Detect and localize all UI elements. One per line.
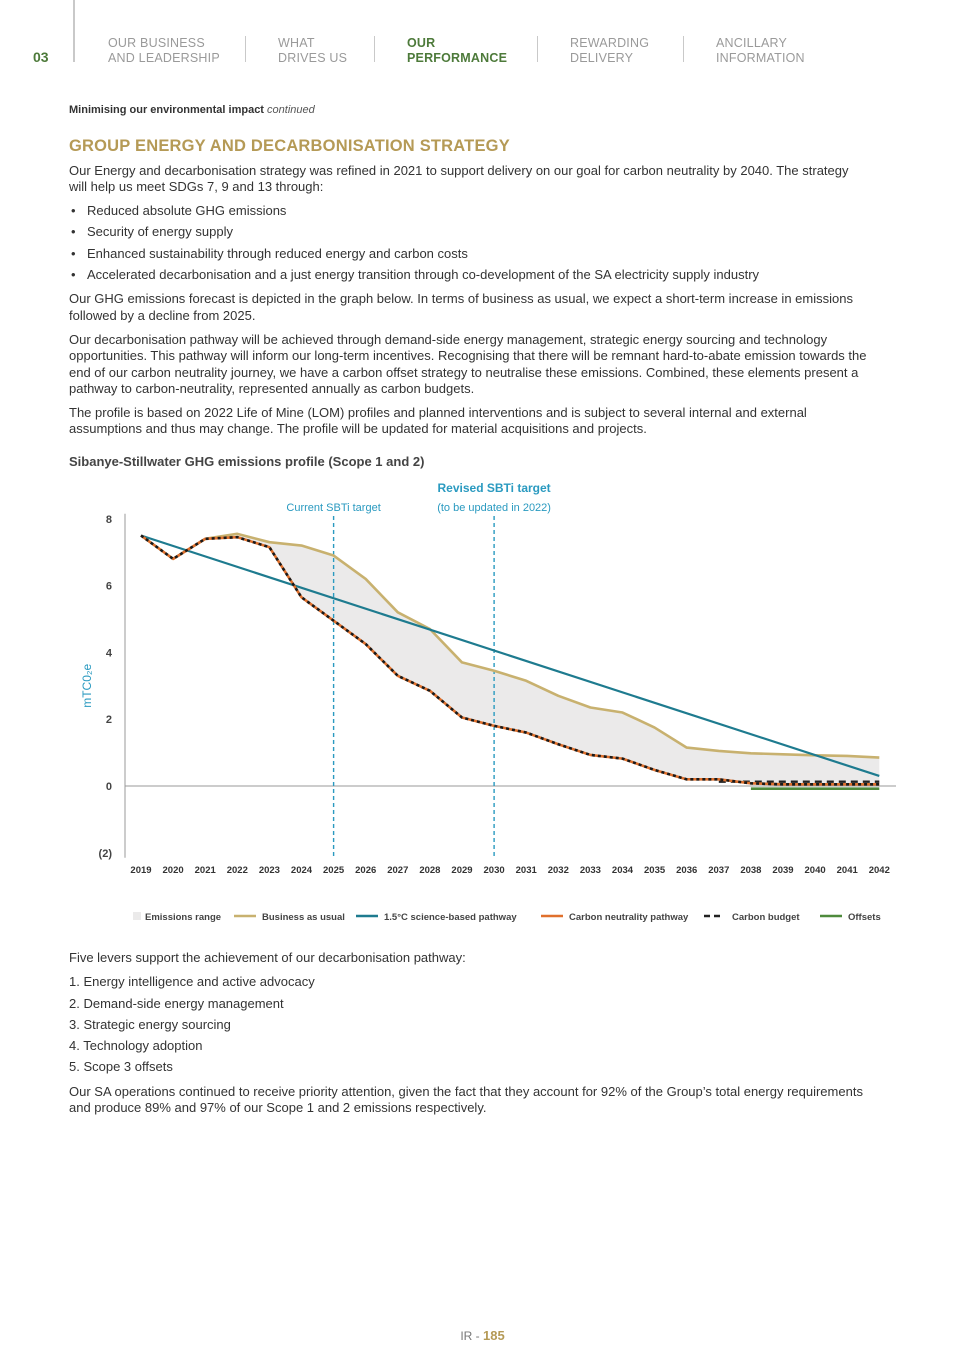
list-item: 4. Technology adoption xyxy=(69,1038,203,1054)
nav-what-drives-us[interactable] xyxy=(278,36,347,66)
x-tick-label: 2037 xyxy=(708,865,730,876)
eyebrow-continued: continued xyxy=(267,104,315,116)
y-tick-label: 2 xyxy=(105,714,112,727)
chart-heading: Sibanye-Stillwater GHG emissions profile (Scope 1 and 2) xyxy=(69,453,425,469)
nav-rewarding-delivery[interactable] xyxy=(570,36,649,66)
page-footer xyxy=(0,1328,965,1343)
list-item: • Security of energy supply xyxy=(69,224,869,240)
nav-label-line2: DELIVERY xyxy=(570,51,634,65)
x-tick-label: 2039 xyxy=(772,865,794,876)
ghg-emissions-chart xyxy=(0,470,965,940)
paragraph-forecast: Our GHG emissions forecast is depicted in the graph below. In terms of business as usual, we expect a short-term increase in emissions followed by a decline from 2025. xyxy=(69,291,853,323)
y-tick-label: (2) xyxy=(98,847,112,860)
x-tick-label: 2025 xyxy=(323,865,345,876)
x-tick-label: 2030 xyxy=(483,865,505,876)
x-tick-label: 2027 xyxy=(387,865,409,876)
carbon-neutrality-pathway-line xyxy=(141,536,879,785)
x-tick-label: 2042 xyxy=(868,865,890,876)
nav-separator xyxy=(245,36,246,62)
x-tick-label: 2040 xyxy=(804,865,826,876)
section-nav xyxy=(0,36,965,70)
list-item: 5. Scope 3 offsets xyxy=(69,1059,173,1075)
nav-label-line2: DRIVES US xyxy=(278,51,348,65)
nav-label-line1: ANCILLARY xyxy=(716,36,788,50)
x-tick-label: 2020 xyxy=(162,865,184,876)
x-tick-label: 2033 xyxy=(579,865,601,876)
legend-label: Offsets xyxy=(848,912,881,923)
nav-ancillary-information[interactable] xyxy=(716,36,805,66)
nav-separator xyxy=(374,36,375,62)
legend-label: Emissions range xyxy=(145,912,222,923)
eyebrow-title: Minimising our environmental impact xyxy=(69,104,264,116)
chapter-number: 03 xyxy=(33,49,49,65)
paragraph-pathway: Our decarbonisation pathway will be achieved through demand-side energy management, strategic energy sourcing and technology opportunities. This pathway will inform our long-term incentives. Recognising that there will be remnant hard-to-abate emission towards the end of our carbon neutrality journey, we have a carbon offset strategy to neutralise these emissions. Combined, these elements present a pathway to carbon-neutrality, represented annually as carbon budgets. xyxy=(69,331,867,396)
x-tick-label: 2035 xyxy=(644,865,666,876)
list-item: 3. Strategic energy sourcing xyxy=(69,1016,231,1032)
nav-label-line2: AND LEADERSHIP xyxy=(108,51,220,65)
x-tick-label: 2031 xyxy=(515,865,537,876)
levers-section xyxy=(69,950,869,1124)
sbti-target-label: Revised SBTi target xyxy=(437,481,551,495)
section-eyebrow xyxy=(69,102,869,118)
main-content xyxy=(69,102,869,470)
intro-paragraph: Our Energy and decarbonisation strategy was refined in 2021 to support delivery on our goal for carbon neutrality by 2040. The strategy will help us meet SDGs 7, 9 and 13 through: xyxy=(69,162,849,194)
nav-separator xyxy=(537,36,538,62)
nav-label-line1: REWARDING xyxy=(570,36,650,50)
strategy-bullets xyxy=(69,203,869,283)
footer-prefix: IR - xyxy=(460,1329,483,1343)
list-item: • Enhanced sustainability through reduced energy and carbon costs xyxy=(69,246,869,262)
x-tick-label: 2028 xyxy=(419,865,441,876)
nav-our-business[interactable] xyxy=(108,36,220,66)
x-tick-label: 2036 xyxy=(676,865,698,876)
x-tick-label: 2038 xyxy=(740,865,762,876)
levers-intro: Five levers support the achievement of our decarbonisation pathway: xyxy=(69,950,466,965)
x-tick-label: 2029 xyxy=(451,865,473,876)
legend-label: 1.5°C science-based pathway xyxy=(384,912,517,923)
nav-label-line2: PERFORMANCE xyxy=(407,51,508,65)
section-title: GROUP ENERGY AND DECARBONISATION STRATEGY xyxy=(69,137,510,156)
nav-separator xyxy=(683,36,684,62)
nav-label-line1: WHAT xyxy=(278,36,315,50)
paragraph-profile: The profile is based on 2022 Life of Mine (LOM) profiles and planned interventions and is subject to several internal and external assumptions and thus may change. The profile will be updated for material acquisitions and projects. xyxy=(69,405,807,437)
nav-label-line1: OUR xyxy=(407,36,436,50)
nav-label-line2: INFORMATION xyxy=(716,51,805,65)
legend-label: Carbon budget xyxy=(732,912,800,923)
y-tick-label: 4 xyxy=(105,647,112,660)
nav-label-line1: OUR BUSINESS xyxy=(108,36,205,50)
legend-label: Carbon neutrality pathway xyxy=(569,912,689,923)
list-item: • Accelerated decarbonisation and a just energy transition through co-development of the SA electricity supply industry xyxy=(69,267,869,283)
x-tick-label: 2023 xyxy=(258,865,280,876)
x-tick-label: 2041 xyxy=(836,865,858,876)
x-tick-label: 2032 xyxy=(547,865,569,876)
legend-label: Business as usual xyxy=(262,912,345,923)
page-number: 185 xyxy=(482,1328,505,1343)
sbti-target-label: Current SBTi target xyxy=(286,502,381,514)
y-tick-label: 8 xyxy=(105,513,112,526)
sbti-target-sublabel: (to be updated in 2022) xyxy=(437,502,551,514)
science-based-pathway-line xyxy=(141,536,879,776)
x-tick-label: 2022 xyxy=(226,865,248,876)
levers-list xyxy=(69,974,869,1075)
closing-paragraph: Our SA operations continued to receive priority attention, given the fact that they account for 92% of the Group’s total energy requirements and produce 89% and 97% of our Scope 1 and 2 emissions respectively. xyxy=(69,1083,863,1116)
legend-swatch-emissions-range xyxy=(133,912,141,920)
x-tick-label: 2026 xyxy=(355,865,377,876)
nav-our-performance[interactable] xyxy=(407,36,507,66)
list-item: 1. Energy intelligence and active advocacy xyxy=(69,974,315,990)
x-tick-label: 2019 xyxy=(130,865,152,876)
y-tick-label: 0 xyxy=(105,781,112,793)
x-tick-label: 2021 xyxy=(194,865,216,876)
y-axis-label: mTC0₂e xyxy=(80,663,94,708)
list-item: • Reduced absolute GHG emissions xyxy=(69,203,869,219)
x-tick-label: 2024 xyxy=(290,865,313,876)
y-tick-label: 6 xyxy=(105,580,112,593)
x-tick-label: 2034 xyxy=(611,865,634,876)
chart-canvas xyxy=(0,470,965,940)
list-item: 2. Demand-side energy management xyxy=(69,995,284,1011)
carbon-neutrality-pathway-dashes xyxy=(141,536,879,785)
